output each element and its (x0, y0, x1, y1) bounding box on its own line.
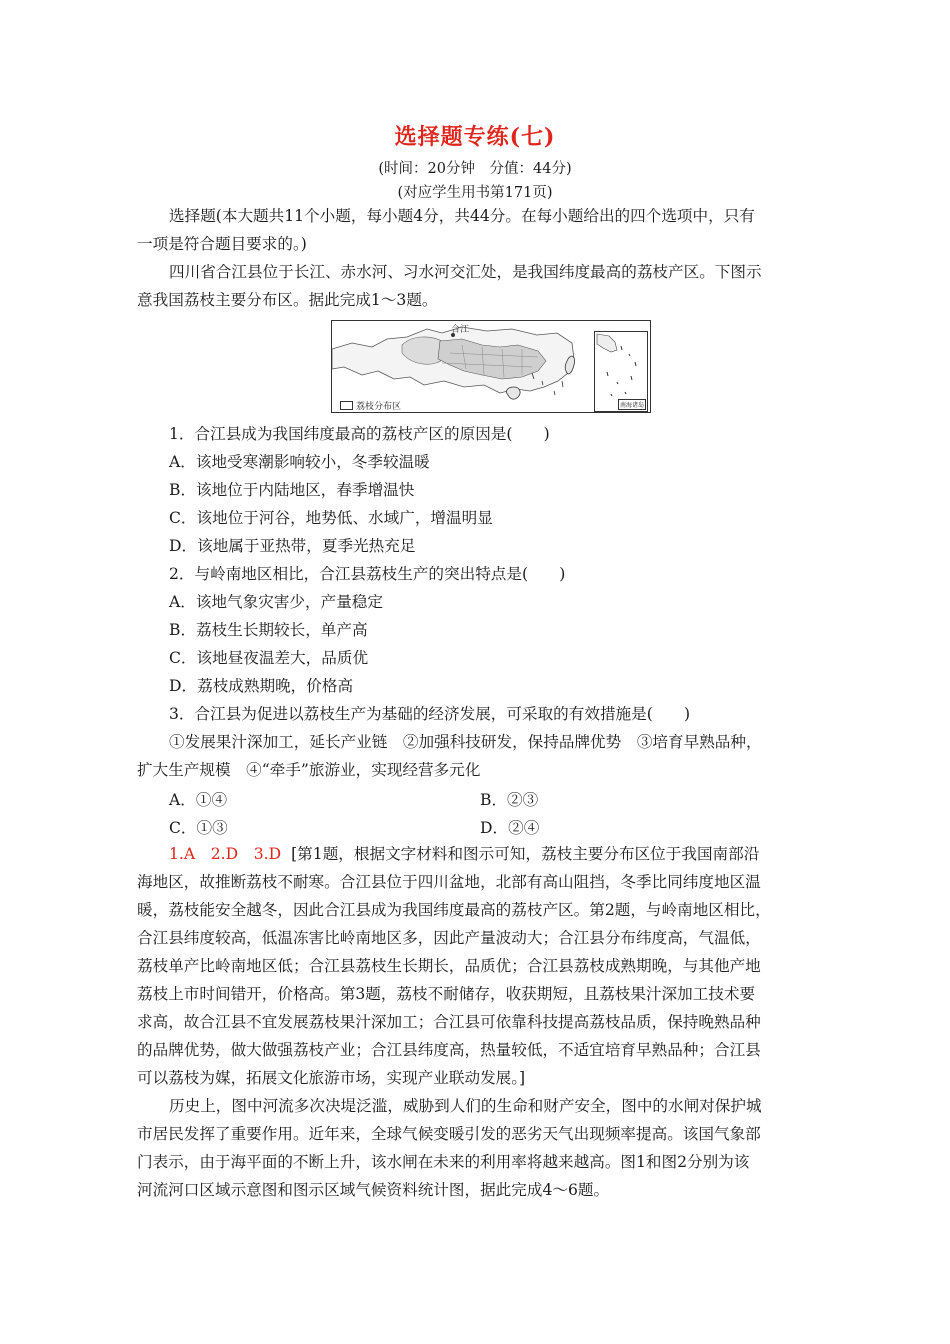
passage2-line-1: 历史上，图中河流多次决堤泛滥，威胁到人们的生命和财产安全，图中的水闸对保护城 (169, 1097, 762, 1115)
q2-option-a: A．该地气象灾害少，产量稳定 (169, 593, 383, 611)
answer-line-3: 暖，荔枝能安全越冬，因此合江县成为我国纬度最高的荔枝产区。第2题，与岭南地区相比， (137, 901, 771, 919)
passage2-line-2: 市居民发挥了重要作用。近年来，全球气候变暖引发的恶劣天气出现频率提高。该国气象部 (137, 1125, 761, 1143)
inset-islands (607, 346, 636, 396)
q1-option-c: C．该地位于河谷，地势低、水域广，增温明显 (169, 509, 493, 527)
answer-line-9: 可以荔枝为媒，拓展文化旅游市场，实现产业联动发展。] (137, 1069, 526, 1087)
lychee-distribution-map (331, 320, 651, 413)
passage2-line-3: 门表示，由于海平面的不断上升，该水闸在未来的利用率将越来越高。图1和图2分别为该 (137, 1153, 750, 1171)
inset-coast (597, 334, 617, 352)
legend-label: 荔枝分布区 (356, 402, 402, 412)
textbook-reference: (对应学生用书第171页) (397, 185, 553, 201)
q2-option-b: B．荔枝生长期较长，单产高 (169, 621, 368, 639)
page-title: 选择题专练(七) (394, 124, 556, 150)
legend-swatch (340, 401, 353, 410)
answer-key: 1.A 2.D 3.D (169, 845, 282, 863)
answer-line-5: 荔枝单产比岭南地区低；合江县荔枝生长期长，品质优；合江县荔枝成熟期晚，与其他产地 (137, 957, 761, 975)
intro-line-2: 一项是符合题目要求的。) (137, 235, 307, 253)
q3-items-line-2: 扩大生产规模 ④“牵手”旅游业，实现经营多元化 (137, 761, 481, 779)
time-score-info: (时间：20分钟 分值：44分) (378, 161, 572, 177)
passage1-line-1: 四川省合江县位于长江、赤水河、习水河交汇处，是我国纬度最高的荔枝产区。下图示 (169, 263, 762, 281)
passage2-line-4: 河流河口区域示意图和图示区域气候资料统计图，据此完成4～6题。 (137, 1181, 610, 1199)
q1-option-a: A．该地受寒潮影响较小，冬季较温暖 (169, 453, 430, 471)
q1-option-d: D．该地属于亚热带，夏季光热充足 (169, 537, 416, 555)
q3-option-c: C．①③ (169, 819, 228, 837)
answer-line-6: 荔枝上市时间错开，价格高。第3题，荔枝不耐储存，收获期短，且荔枝果汁深加工技术要 (137, 985, 756, 1003)
map-legend (340, 399, 401, 412)
answer-line-1 (137, 844, 859, 864)
q2-option-d: D．荔枝成熟期晚，价格高 (169, 677, 354, 695)
hejiang-label: 合江 (451, 325, 470, 335)
answer-explanation-1: [第1题，根据文字材料和图示可知，荔枝主要分布区位于我国南部沿 (291, 845, 760, 863)
q3-option-b: B．②③ (480, 791, 539, 809)
answer-line-7: 求高，故合江县不宜发展荔枝果汁深加工；合江县可依靠科技提高荔枝品质，保持晚熟品种 (137, 1013, 761, 1031)
answer-line-2: 海地区，故推断荔枝不耐寒。合江县位于四川盆地，北部有高山阻挡，冬季比同纬度地区温 (137, 873, 761, 891)
q2-stem: 2．与岭南地区相比，合江县荔枝生产的突出特点是( ) (169, 565, 566, 583)
intro-line-1: 选择题(本大题共11个小题，每小题4分，共44分。在每小题给出的四个选项中，只有 (169, 207, 755, 225)
answer-line-4: 合江县纬度较高，低温冻害比岭南地区多，因此产量波动大；合江县分布纬度高，气温低， (137, 929, 761, 947)
q3-option-d: D．②④ (480, 819, 540, 837)
hainan-island (506, 387, 520, 399)
q3-option-a: A．①④ (169, 791, 228, 809)
inset-label: 南海诸岛 (618, 399, 646, 410)
q1-option-b: B．该地位于内陆地区，春季增温快 (169, 481, 415, 499)
q3-stem: 3．合江县为促进以荔枝生产为基础的经济发展，可采取的有效措施是( ) (169, 705, 691, 723)
q2-option-c: C．该地昼夜温差大，品质优 (169, 649, 369, 667)
passage1-line-2: 意我国荔枝主要分布区。据此完成1～3题。 (137, 291, 438, 309)
q1-stem: 1．合江县成为我国纬度最高的荔枝产区的原因是( ) (169, 425, 550, 443)
q3-items-line-1: ①发展果汁深加工，延长产业链 ②加强科技研发，保持品牌优势 ③培育早熟品种， (169, 733, 762, 751)
south-china-sea-inset (594, 331, 648, 412)
answer-line-8: 的品牌优势，做大做强荔枝产业；合江县纬度高，热量较低，不适宜培育早熟品种；合江县 (137, 1041, 761, 1059)
